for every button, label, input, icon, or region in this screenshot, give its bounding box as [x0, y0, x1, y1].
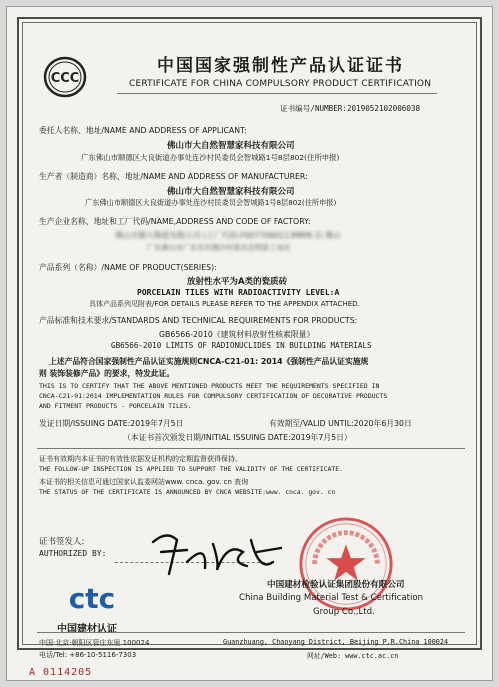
initial-issuing-date: （本证书首次颁发日期/INITIAL ISSUING DATE:2019年7月5日）	[123, 433, 352, 442]
serial-number: A 0114205	[29, 667, 93, 678]
ccc-logo-icon	[43, 55, 87, 99]
conformity-en-1: THIS IS TO CERTIFY THAT THE ABOVE MENTIONED PRODUCTS MEET THE REQUIREMENTS SPECIFIED IN	[39, 382, 380, 390]
manufacturer-address: 广东佛山市顺德区大良街道办事处连沙村民委员会智城路1号8层802(住所申报)	[85, 198, 337, 207]
standard-en: GB6566-2010 LIMITS OF RADIONUCLIDES IN BUILDING MATERIALS	[111, 341, 372, 350]
issuer-logo-caption: 中国建材认证	[57, 624, 117, 635]
ctc-logo-text: ctc	[68, 582, 116, 615]
signatory-label-cn: 证书签发人:	[39, 537, 85, 547]
status-note-en: THE STATUS OF THE CERTIFICATE IS ANNOUNCED BY CNCA WEBSITE:www. cnca. gov. cn	[39, 488, 336, 496]
standard-cn: GB6566-2010《建筑材料放射性核素限量》	[159, 330, 315, 339]
product-appendix-note: 具体产品系列见附表/FOR DETAILS PLEASE REFER TO THE APPENDIX ATTACHED.	[89, 300, 360, 308]
valid-until-date: 有效期至/VALID UNTIL:2020年6月30日	[269, 419, 412, 428]
product-name-cn: 放射性水平为A类的瓷质砖	[187, 277, 288, 287]
issuing-date: 发证日期/ISSUING DATE:2019年7月5日	[39, 419, 184, 428]
footer-address-en: Guanzhuang, Chaoyang District, Beijing P.R.China 100024	[223, 638, 449, 646]
applicant-address: 广东佛山市顺德区大良街道办事处连沙村民委员会智城路1号8层802(住所申报)	[81, 153, 340, 162]
manufacturer-label: 生产者（制造商）名称、地址/NAME AND ADDRESS OF MANUFACTURER:	[39, 172, 308, 181]
standards-label: 产品标准和技术要求/STANDARDS AND TECHNICAL REQUIREMENTS FOR PRODUCTS:	[39, 316, 358, 325]
issuer-name-en-2: Group Co.,Ltd.	[313, 607, 375, 617]
certificate-number: 证书编号/NUMBER:2019052102006038	[280, 104, 421, 113]
certificate-sheet	[6, 6, 493, 681]
product-name-en: PORCELAIN TILES WITH RADIOACTIVITY LEVEL:A	[137, 288, 340, 297]
ctc-logo-icon	[47, 580, 137, 625]
status-note-cn: 本证书的相关信息可通过国家认监委网站www. cnca. gov. cn 查询	[39, 478, 249, 486]
certificate-title-en: CERTIFICATE FOR CHINA COMPULSORY PRODUCT CERTIFICATION	[129, 79, 432, 89]
footer-address-cn: 中国·北京·朝阳区管庄东里 100024	[39, 639, 150, 647]
conformity-en-3: AND FITMENT PRODUCTS - PORCELAIN TILES.	[39, 402, 192, 410]
signatory-label-en: AUTHORIZED BY:	[39, 549, 107, 558]
certificate-title-cn: 中国国家强制性产品认证证书	[157, 56, 404, 76]
factory-name-redacted: 佛山市顺大陶瓷有限公司 (工厂代码:F0077060113MRN 2) 佛山	[115, 231, 341, 240]
applicant-name: 佛山市大自然智慧家科技有限公司	[167, 141, 295, 151]
applicant-label: 委托人名称、地址/NAME AND ADDRESS OF APPLICANT:	[39, 126, 247, 135]
conformity-cn-1: 上述产品符合国家强制性产品认证实施规则CNCA-C21-01: 2014《强制性产品认证实施规	[49, 357, 369, 366]
footer-website: 网址/Web: www.ctc.ac.cn	[307, 652, 399, 660]
handwritten-signature	[147, 522, 287, 582]
issuer-name-en-1: China Building Material Test & Certification	[239, 593, 424, 603]
manufacturer-name: 佛山市大自然智慧家科技有限公司	[167, 187, 295, 197]
followup-note-en: THE FOLLOW-UP INSPECTION IS APPLIED TO SUPPORT THE VALIDITY OF THE CERTIFICATE.	[39, 465, 343, 473]
factory-address-redacted: 广东佛山市广东东坑镇沙村委员会明家工业区	[147, 243, 291, 252]
issuer-name-cn: 中国建材检验认证集团股份有限公司	[267, 580, 405, 590]
product-label: 产品系列（名称）/NAME OF PRODUCT(SERIES):	[39, 263, 217, 272]
followup-note-cn: 证书有效期内本证书的有效性依据发证机构的定期监督获得保持。	[39, 455, 242, 463]
footer-phone: 电话/Tel: +86-10-5116-7303	[39, 651, 137, 659]
conformity-en-2: CNCA-C21-01:2014 IMPLEMENTATION RULES FOR COMPULSORY CERTIFICATION OF DECORATIVE PRODUCTS	[39, 392, 388, 400]
svg-text:CCC: CCC	[50, 71, 80, 86]
factory-label: 生产企业名称、地址和工厂代码/NAME,ADDRESS AND CODE OF FACTORY:	[39, 217, 311, 226]
conformity-cn-2: 则 装饰装修产品》的要求，特发此证。	[39, 369, 175, 378]
